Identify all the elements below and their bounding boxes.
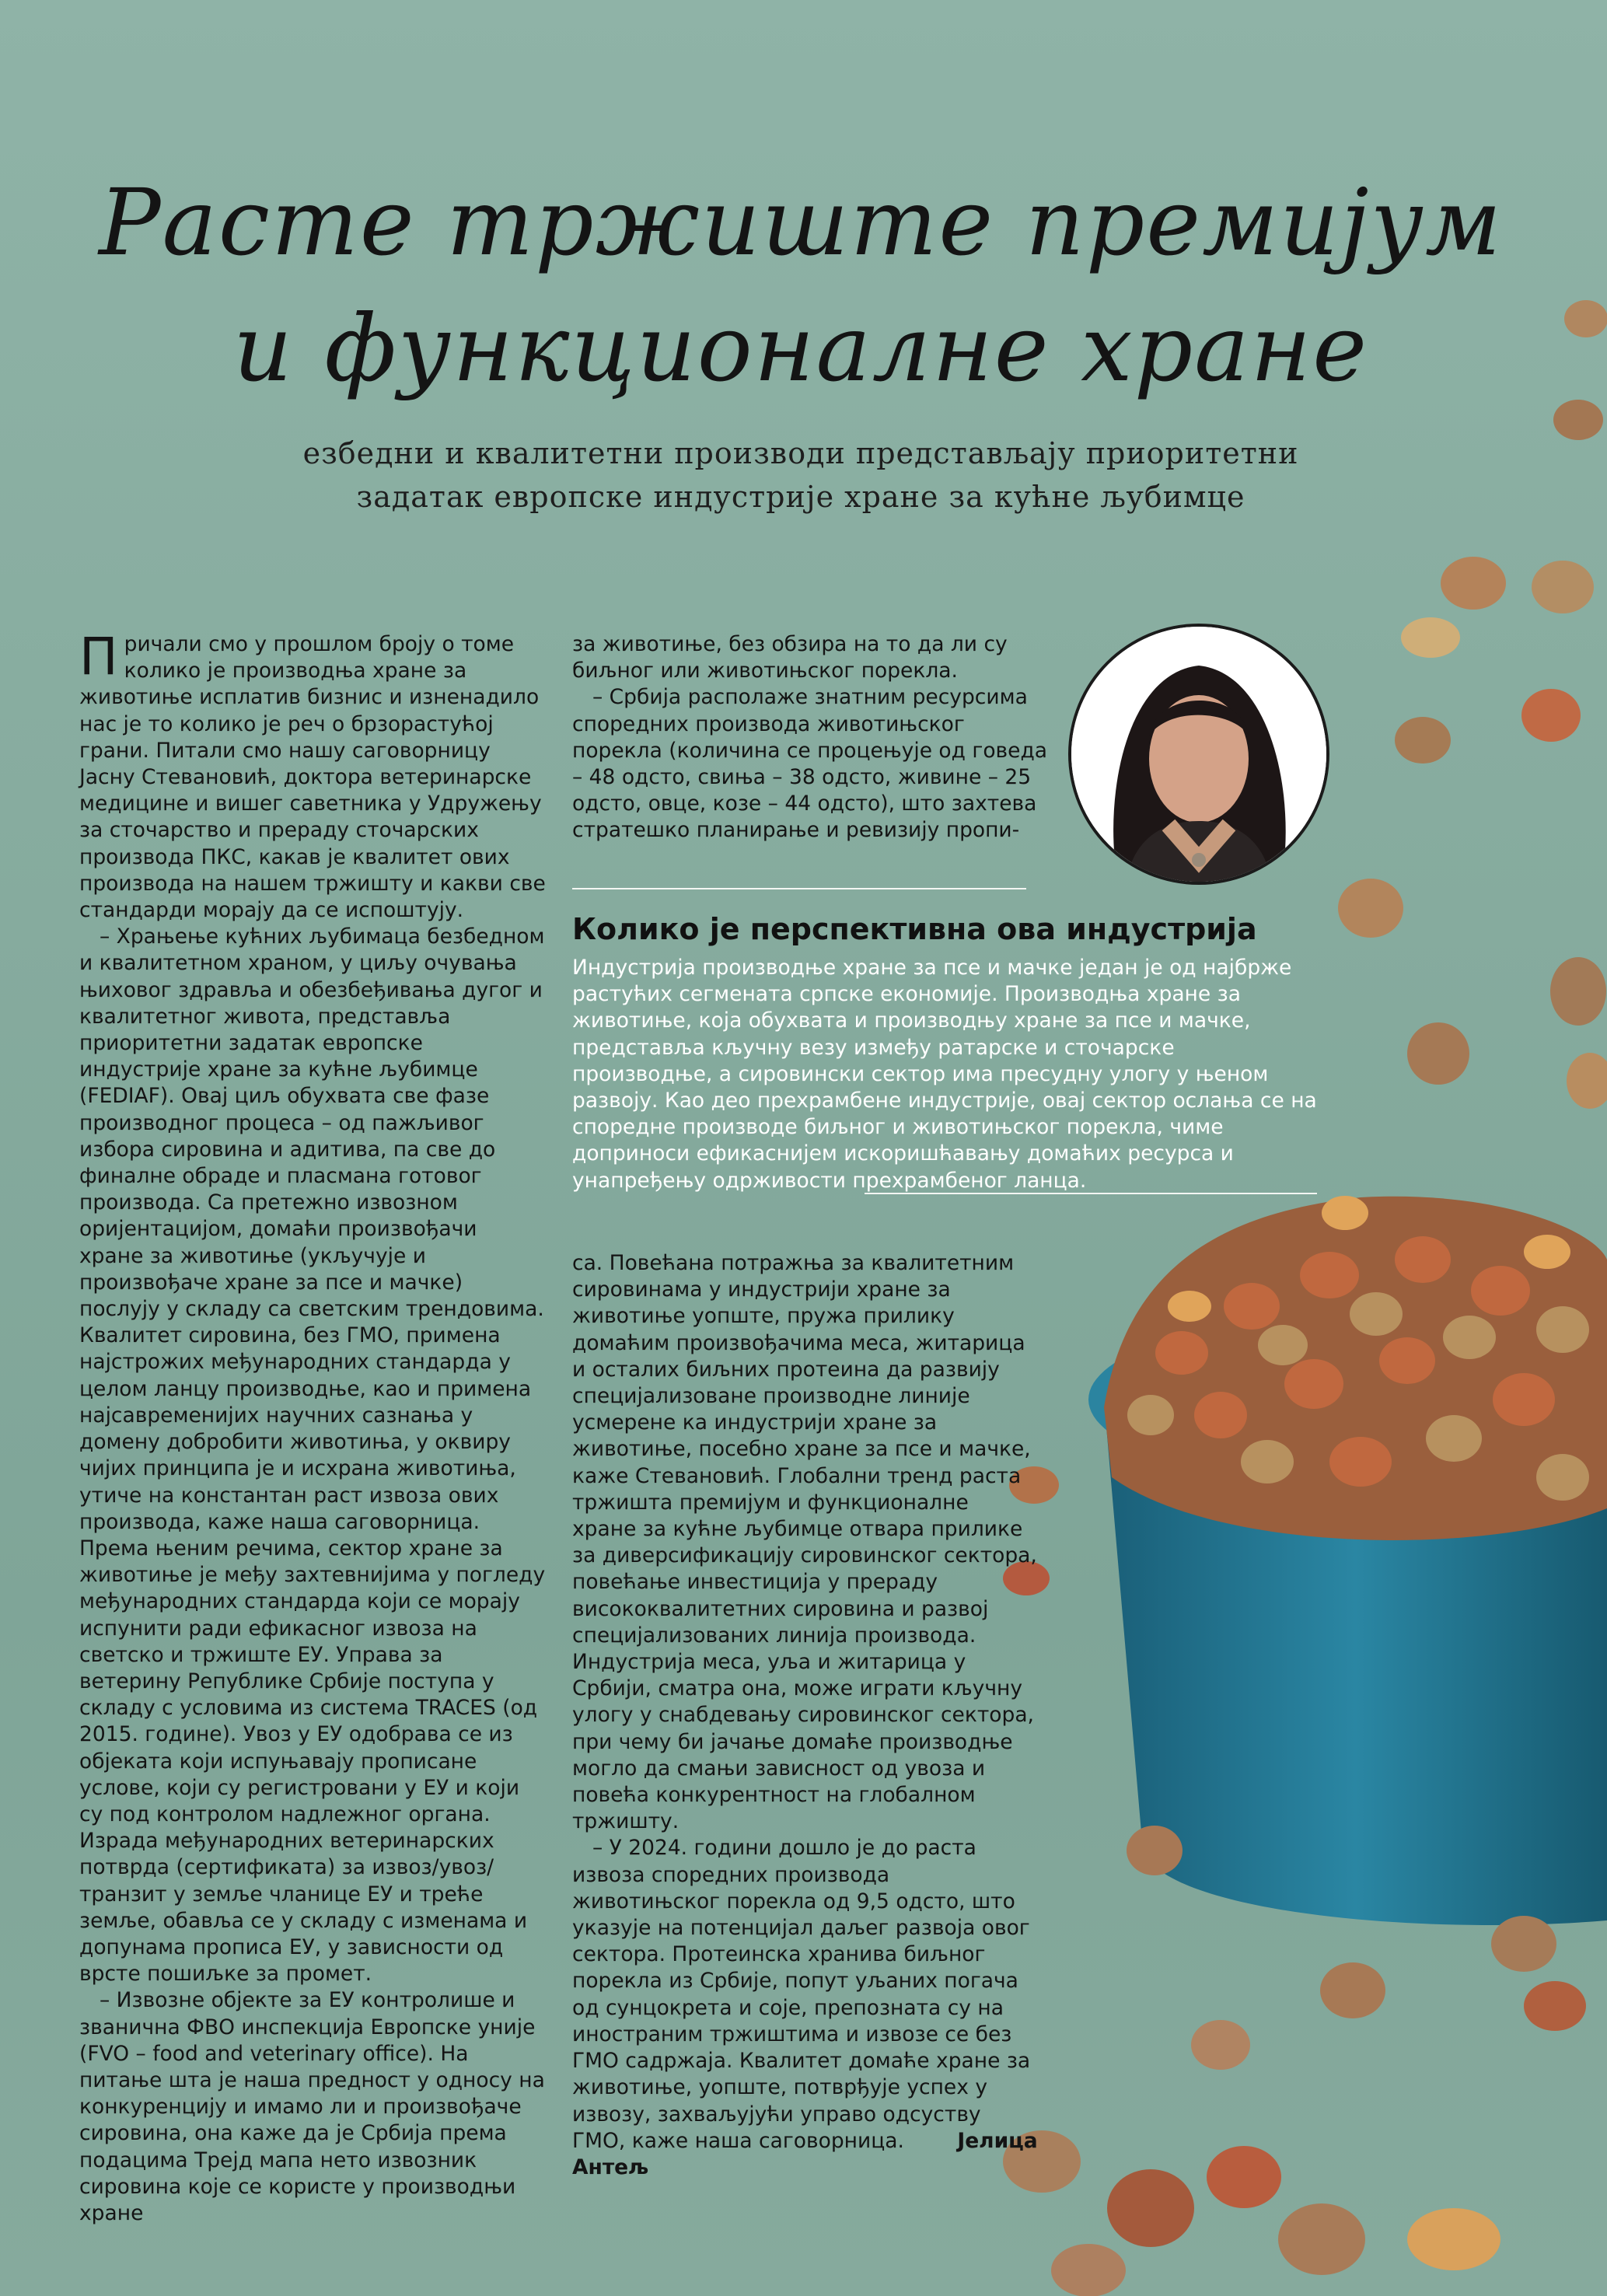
author-name: Јелица Антељ <box>572 2128 1038 2179</box>
article-subtitle <box>233 432 1368 519</box>
paragraph-demand: са. Повећана потражња за квалитетним сировинама у индустрији хране за животиње уопште, пружа прилику домаћим произвођачима меса, житарица и осталих биљних протеина да развију специјализоване производне линије усмерене ка индустрији хране за животиње, посебно хране за псе и мачке, каже Стевановић. Глобални тренд раста тржишта премијум и функционалне хране за кућне љубимце отвара прилике за диверсификацију сировинског сектора, повећање инвестиција у прераду висококвалитетних сировина и развој специјализованих линија производа. Индустрија меса, уља и житарица у Србији, сматра она, може играти кључну улогу у снабдевању сировинског сектора, при чему би јачање домаће производње могло да смањи зависност од увоза и повећа конкурентност на глобалном тржишту. <box>572 1251 1037 1834</box>
author-portrait <box>1071 627 1326 882</box>
article-column-2 <box>572 631 1054 844</box>
article-column-3 <box>572 1250 1039 2181</box>
paragraph-intro-text: ричали смо у прошлом броју о томе колико је производња хране за животиње исплатив бизнис и изненадило нас је то колико је реч о брзорастућој грани. Питали смо нашу саговорницу Јасну Стевановић, доктора ветеринарске медицине и вишег саветника у Удружењу за сточарство и прераду сточарских производа ПКС, какав је квалитет ових производа на нашем тржишту и какви све стандарди морају да се испоштују. <box>79 632 546 923</box>
paragraph-export <box>572 1835 1039 2181</box>
paragraph-quote-2: – Извозне објекте за ЕУ контролише и званична ФВО инспекција Европске уније (FVO – food and veterinary office). На питање шта је наша предност у односу на конкуренцију и имамо ли и произвођаче сировина, она каже да је Србија према подацима Трејд мапа нето извозник сировина које се користе у производњи хране <box>79 1988 545 2225</box>
portrait-photo-icon <box>1071 627 1326 882</box>
article-column-1 <box>79 627 546 2227</box>
paragraph-intro <box>79 627 546 924</box>
paragraph-quote-1: – Храњење кућних љубимаца безбедном и квалитетном храном, у циљу очувања њиховог здравља и обезбеђивања дугог и квалитетног живота, представља приоритетни задатак европске индустрије хране за кућне љубимце (FEDIAF). Овај циљ обухвата све фазе производног процеса – од пажљивог избора сировина и адитива, па све до финалне обраде и пласмана готовог производа. Са претежно извозном оријентацијом, домаћи произвођачи хране за животиње (укључује и произвођаче хране за псе и мачке) послују у складу са светским трендовима. Квалитет сировина, без ГМО, примена најстрожих међународних стандарда у целом ланцу производње, као и примена најсавременијих научних сазнања у домену добробити животиња, у оквиру чијих принципа је и исхрана животиња, утиче на константан раст извоза ових производа, каже наша саговорница. Према њеним речима, сектор хране за животиње је међу захтевнијима у погледу међународних стандарда који се морају испунити ради ефикасног извоза на светско и тржиште ЕУ. Управа за ветерину Републике Србије поступа у складу с условима из система TRACES (од 2015. године). Увоз у ЕУ одобрава се из објеката који испуњавају прописане услове, који су регистровани у ЕУ и који су под контролом надлежног органа. Израда међународних ветеринарских потврда (сертификата) за извоз/увоз/транзит у земље чланице ЕУ и треће земље, обавља се у складу с изменама и допунама прописа ЕУ, у зависности од врсте пошиљке за промет. <box>79 924 546 1987</box>
subtitle-line-1: езбедни и квалитетни производи представљају приоритетни <box>302 436 1299 470</box>
box-top-divider <box>572 888 1026 889</box>
box-text: Индустрија производње хране за псе и мачке један је од најбрже растућих сегмената српске економије. Производња хране за животиње, која обухвата и производњу хране за псе и мачке, представља кључну везу између ратарске и сточарске производње, а сировински сектор има пресудну улогу у њеном развоју. Као део прехрамбене индустрије, овај сектор ослања се на споредне производе биљног и животињског порекла, чиме доприноси ефикаснијем искоришћавању домаћих ресурса и унапређењу одрживости прехрамбеног ланца. <box>572 956 1317 1193</box>
paragraph-resources: – Србија располаже знатним ресурсима споредних производа животињског порекла (количина се процењује од говеда – 48 одсто, свиња – 38 одсто, живине – 25 одсто, овце, козе – 44 одсто), што захтева стратешко планирање и ревизију пропи- <box>572 685 1048 843</box>
subtitle-line-2: задатак европске индустрије хране за кућне љубимце <box>356 480 1245 514</box>
title-line-1: Расте тржиште премијум <box>99 169 1503 276</box>
paragraph-continued: за животиње, без обзира на то да ли су биљног или животињског порекла. <box>572 632 1008 683</box>
box-title: Колико је перспективна ова индустрија <box>572 912 1257 946</box>
paragraph-export-text: – У 2024. години дошло је до раста извоза споредних производа животињског порекла од 9,5 одсто, што указује на потенцијал даљег развоја овог сектора. Протеинска хранива биљног порекла из Србије, попут уљаних погача од сунцокрета и соје, препозната су на иностраним тржиштима и извозе се без ГМО садржаја. Квалитет домаће хране за животиње, уопште, потврђује успех у извозу, захваљујући управо одсуству ГМО, каже наша саговорница. <box>572 1836 1031 2153</box>
title-line-2: и функционалне хране <box>232 295 1369 402</box>
drop-cap: П <box>79 627 118 687</box>
pet-food-bowl-image <box>987 1073 1607 2296</box>
